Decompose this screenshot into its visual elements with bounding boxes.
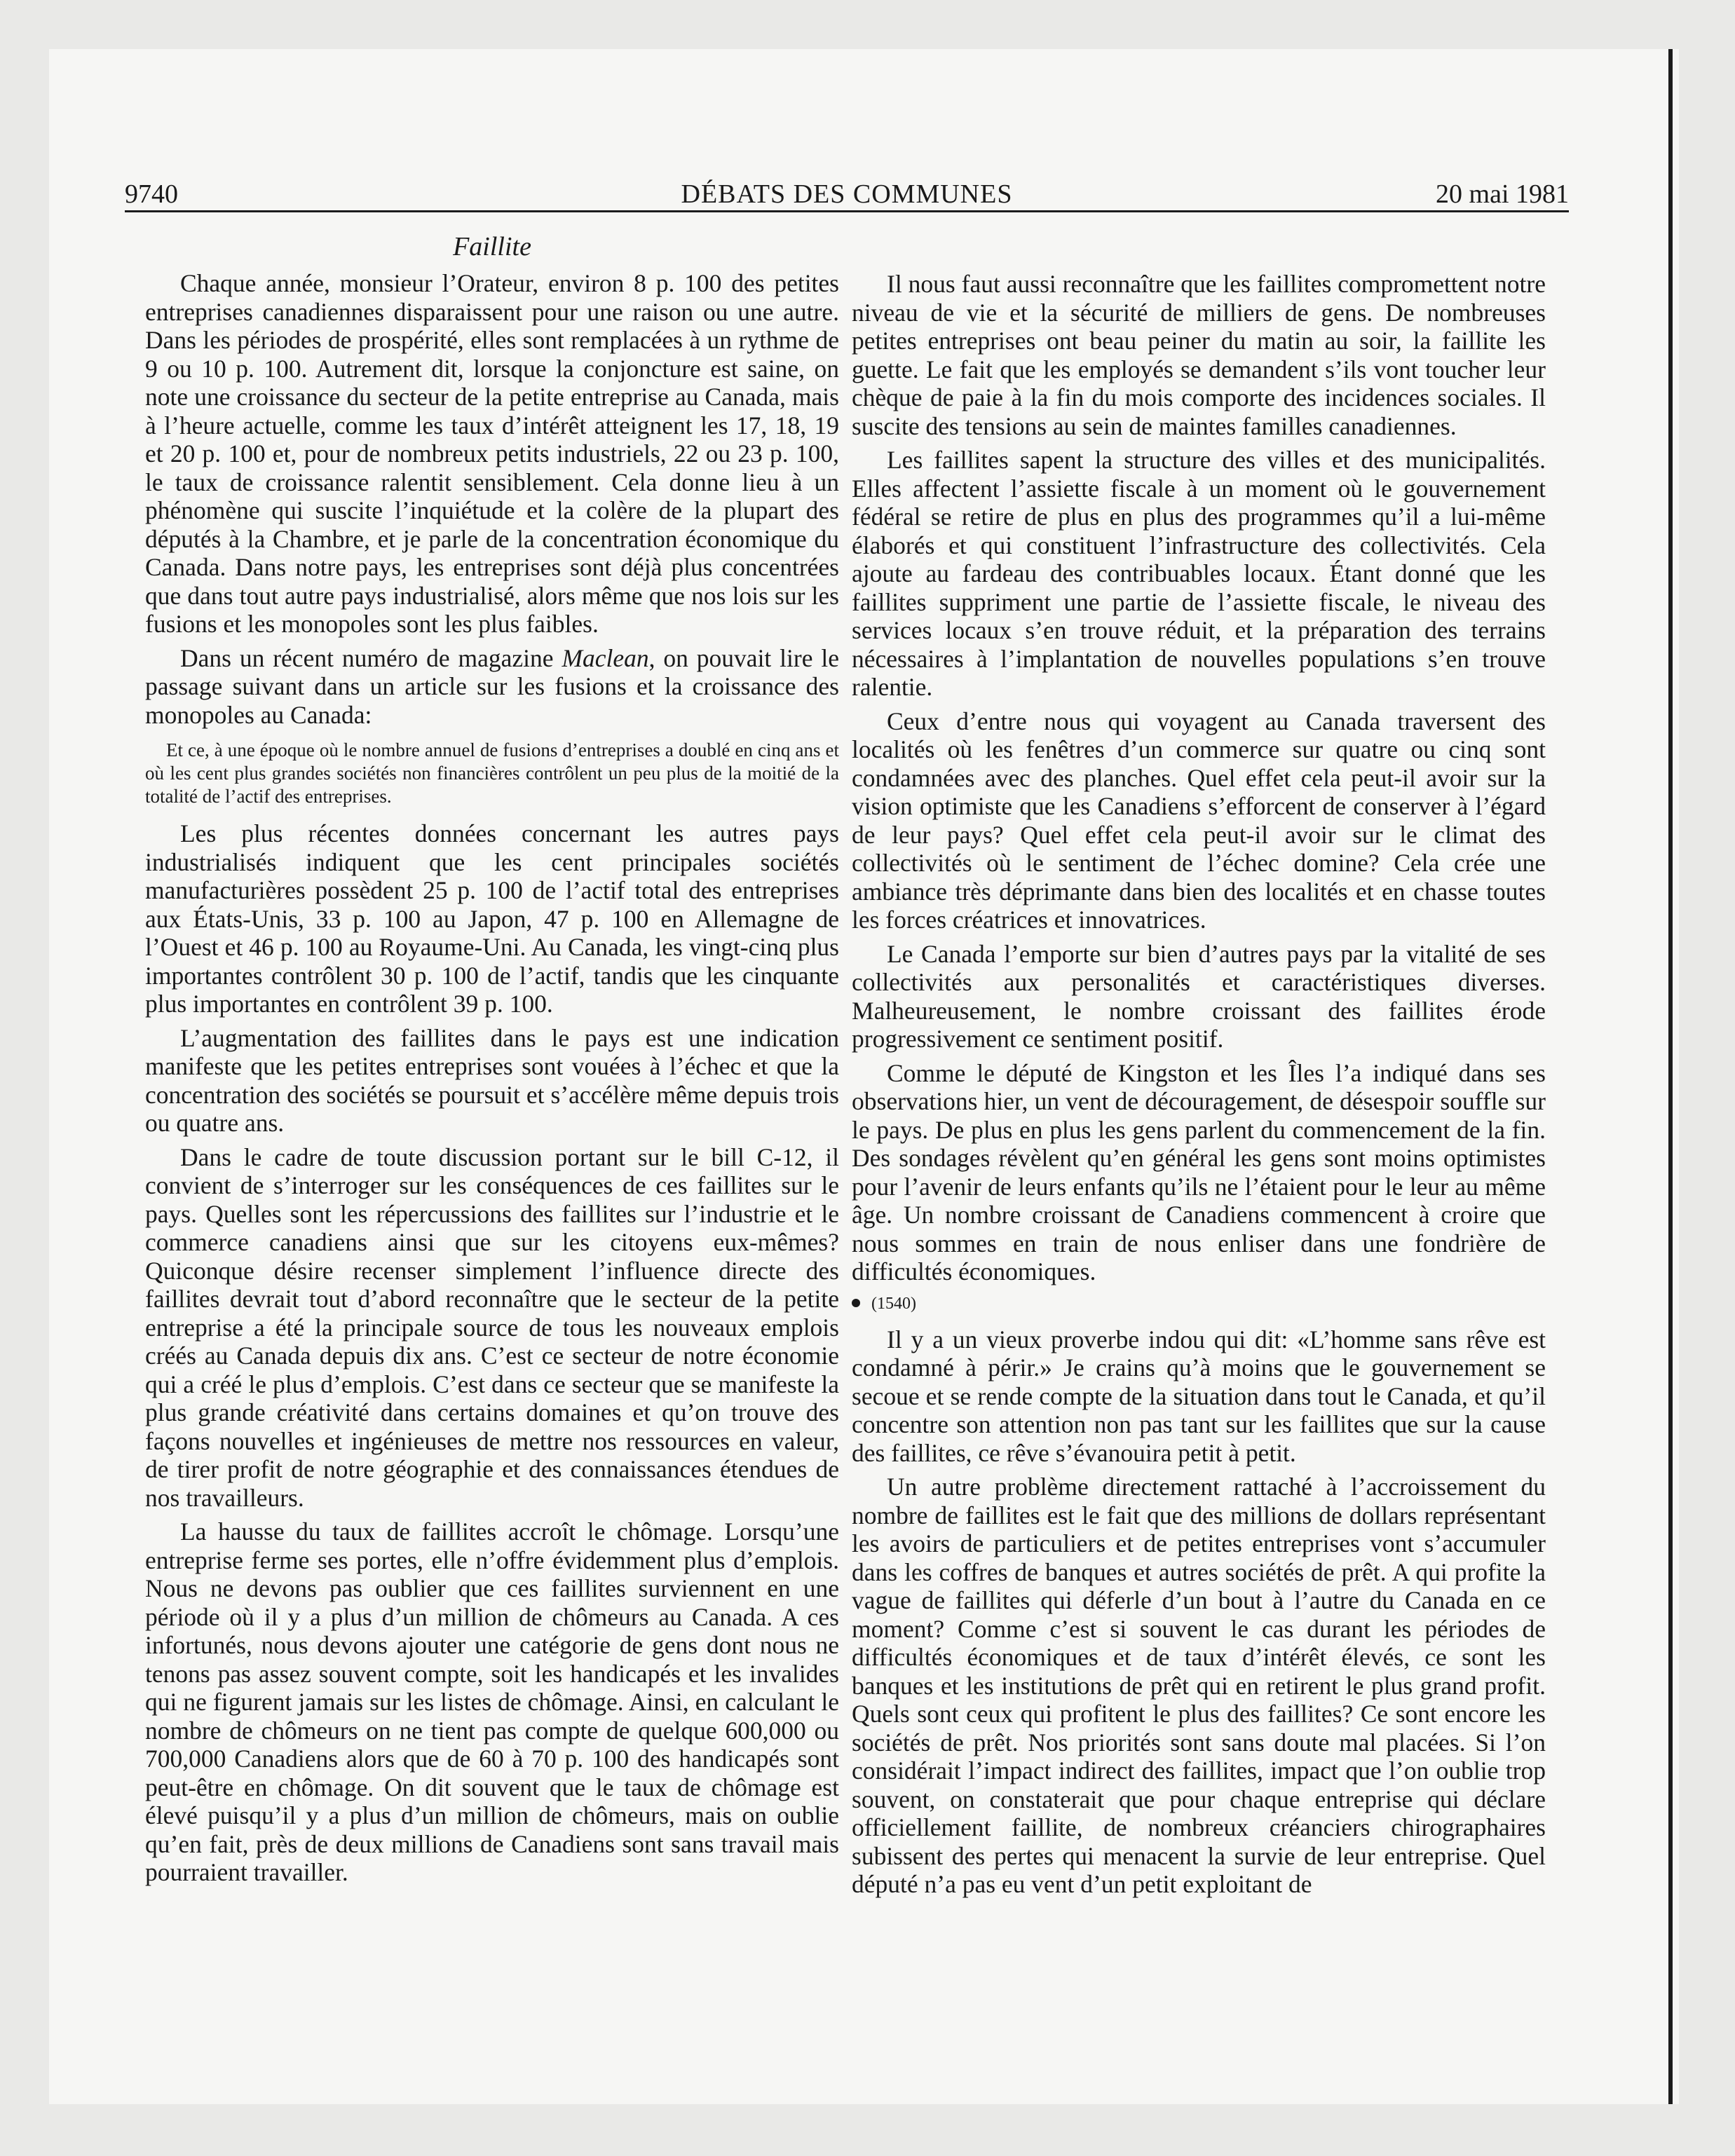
paragraph: Un autre problème directement rattaché à l’accroissement du nombre de faillites est le fait que des millions de dollars représentant les avoirs de particuliers et de petites entreprises vont s’accumuler dans les coffres de banques et autres sociétés de prêt. A qui profite la vague de faillites qui déferle d’un bout à l’autre du Canada en ce moment? Comme c’est si souvent le cas durant les périodes de difficultés économiques et de taux d’intérêt élevés, ce sont les banques et les institutions de prêt qui en retirent le plus grand profit. Quels sont ceux qui profitent le plus des faillites? Ce sont encore les sociétés de prêt. Nos priorités sont sans doute mal placées. Si l’on considérait l’impact indirect des faillites, impact que l’on oublie trop souvent, on constaterait que pour chaque entreprise qui déclare officiellement faillite, de nombreux créanciers chirographaires subissent des pertes qui menacent la survie de leur entreprise. Quel député n’a pas eu vent d’un petit exploitant de: [852, 1473, 1546, 1898]
block-quote: Et ce, à une époque où le nombre annuel de fusions d’entreprises a doublé en cinq ans et où les cent plus grandes sociétés non financières contrôlent un peu plus de la moitié de la totalité de l’actif des entreprises.: [145, 739, 839, 807]
paragraph-text: Dans un récent numéro de magazine: [180, 643, 562, 672]
paragraph: La hausse du taux de faillites accroît le chômage. Lorsqu’une entreprise ferme ses portes, elle n’offre évidemment plus d’emplois. Nous ne devons pas oublier que ces faillites surviennent en une période où il y a plus d’un million de chômeurs au Canada. A ces infortunés, nous devons ajouter une catégorie de gens dont nous ne tenons pas assez souvent compte, soit les handicapés et les invalides qui ne figurent jamais sur les listes de chômage. Ainsi, en calculant le nombre de chômeurs on ne tient pas compte de quelque 600,000 ou 700,000 Canadiens alors que de 60 à 70 p. 100 des handicapés sont peut-être en chômage. On dit souvent que le taux de chômage est élevé puisqu’il y a plus d’un million de chômeurs, mais on oublie qu’en fait, près de deux millions de Canadiens sont sans travail mais pourraient travailler.: [145, 1517, 839, 1886]
publication-date: 20 mai 1981: [1436, 179, 1569, 209]
time-marker-text: (1540): [871, 1294, 916, 1313]
header-rule: [125, 210, 1569, 212]
binding-edge: [1668, 49, 1673, 2104]
paragraph: Dans le cadre de toute discussion portant sur le bill C-12, il convient de s’interroger sur les conséquences de ces faillites sur le pays. Quelles sont les répercussions des faillites sur l’industrie et le commerce canadiens ainsi que sur les citoyens eux-mêmes? Quiconque désire recenser simplement l’influence directe des faillites devrait tout d’abord reconnaître que le secteur de la petite entreprise a été la principale source de tous les nouveaux emplois créés au Canada depuis dix ans. C’est ce secteur de notre économie qui a créé le plus d’emplois. C’est dans ce secteur que se manifeste la plus grande créativité dans certains domaines et qu’on trouve des façons nouvelles et ingénieuses de mettre nos ressources en valeur, de tirer profit de notre géographie et des connaissances étendues de nos travailleurs.: [145, 1142, 839, 1512]
publication-title: DÉBATS DES COMMUNES: [681, 179, 1013, 209]
magazine-name: Maclean: [562, 643, 649, 672]
paragraph: Comme le député de Kingston et les Îles l’a indiqué dans ses observations hier, un vent de découragement, de désespoir souffle sur le pays. De plus en plus les gens parlent du commencement de la fin. Des sondages révèlent qu’en général les gens sont moins optimistes pour l’avenir de leurs enfants qu’ils ne l’étaient pour le leur au même âge. Un nombre croissant de Canadiens commencent à croire que nous sommes en train de nous enliser dans une fondrière de difficultés économiques.: [852, 1058, 1546, 1285]
page-header: [125, 177, 1569, 212]
paragraph: Les faillites sapent la structure des villes et des municipalités. Elles affectent l’assiette fiscale à un moment où le gouvernement fédéral se retire de plus en plus des programmes qu’il a lui-même élaborés et qui constituent l’infrastructure des collectivités. Cela ajoute au fardeau des contribuables locaux. Étant donné que les faillites suppriment une partie de l’assiette fiscale, le niveau des services locaux s’en trouve réduit, et la préparation des terrains nécessaires à l’implantation de nouvelles populations s’en trouve ralentie.: [852, 446, 1546, 701]
right-column: [852, 270, 1546, 2078]
paragraph-maclean: [145, 644, 839, 730]
left-column: [145, 231, 839, 2040]
paragraph: Chaque année, monsieur l’Orateur, environ 8 p. 100 des petites entreprises canadiennes disparaissent pour une raison ou une autre. Dans les périodes de prospérité, elles sont remplacées à un rythme de 9 ou 10 p. 100. Autrement dit, lorsque la conjoncture est saine, on note une croissance du secteur de la petite entreprise au Canada, mais à l’heure actuelle, comme les taux d’intérêt atteignent les 17, 18, 19 et 20 p. 100 et, pour de nombreux petits industriels, 22 ou 23 p. 100, le taux de croissance ralentit sensiblement. Cela donne lieu à un phénomène qui suscite l’inquiétude et la colère de la plupart des députés à la Chambre, et je parle de la concentration économique du Canada. Dans notre pays, les entreprises sont déjà plus concentrées que dans tout autre pays industrialisé, alors même que nos lois sur les fusions et les monopoles sont les plus faibles.: [145, 269, 839, 638]
paragraph: Le Canada l’emporte sur bien d’autres pays par la vitalité de ses collectivités aux personalités et caractéristiques diverses. Malheureusement, le nombre croissant des faillites érode progressivement ce sentiment positif.: [852, 939, 1546, 1053]
paragraph: Ceux d’entre nous qui voyagent au Canada traversent des localités où les fenêtres d’un commerce sur quatre ou cinq sont condamnées avec des planches. Quel effet cela peut-il avoir sur la vision optimiste que les Canadiens s’efforcent de conserver à l’égard de leur pays? Quel effet cela peut-il avoir sur le climat des collectivités où le sentiment de l’échec domine? Cela crée une ambiance très déprimante dans bien des localités et en chasse toutes les forces créatrices et innovatrices.: [852, 707, 1546, 934]
paragraph-text: , on pouvait lire le passage suivant dans un article sur les fusions et la croissance des monopoles au Canada:: [145, 643, 839, 729]
paragraph: Les plus récentes données concernant les autres pays industrialisés indiquent que les cent principales sociétés manufacturières possèdent 25 p. 100 de l’actif total des entreprises aux États-Unis, 33 p. 100 au Japon, 47 p. 100 en Allemagne de l’Ouest et 46 p. 100 au Royaume-Uni. Au Canada, les vingt-cinq plus importantes contrôlent 30 p. 100 de l’actif, tandis que les cinquante plus importantes en contrôlent 39 p. 100.: [145, 819, 839, 1018]
time-marker: [852, 1292, 1546, 1316]
paragraph: L’augmentation des faillites dans le pays est une indication manifeste que les petites entreprises sont vouées à l’échec et que la concentration des sociétés se poursuit et s’accélère même depuis trois ou quatre ans.: [145, 1023, 839, 1137]
page-number: 9740: [125, 179, 178, 209]
section-heading: Faillite: [453, 232, 531, 261]
paragraph: Il nous faut aussi reconnaître que les faillites compromettent notre niveau de vie et la sécurité de milliers de gens. De nombreuses petites entreprises ont beau peiner du matin au soir, la faillite les guette. Le fait que les employés se demandent s’ils vont toucher leur chèque de paie à la fin du mois comporte des incidences sociales. Il suscite des tensions au sein de maintes familles canadiennes.: [852, 270, 1546, 440]
paragraph: Il y a un vieux proverbe indou qui dit: «L’homme sans rêve est condamné à périr.» Je crains qu’à moins que le gouvernement se secoue et se rende compte de la situation dans tout le Canada, et qu’il concentre son attention non pas tant sur les faillites que sur la cause des faillites, ce rêve s’évanouira petit à petit.: [852, 1325, 1546, 1467]
bullet-icon: [852, 1299, 860, 1307]
